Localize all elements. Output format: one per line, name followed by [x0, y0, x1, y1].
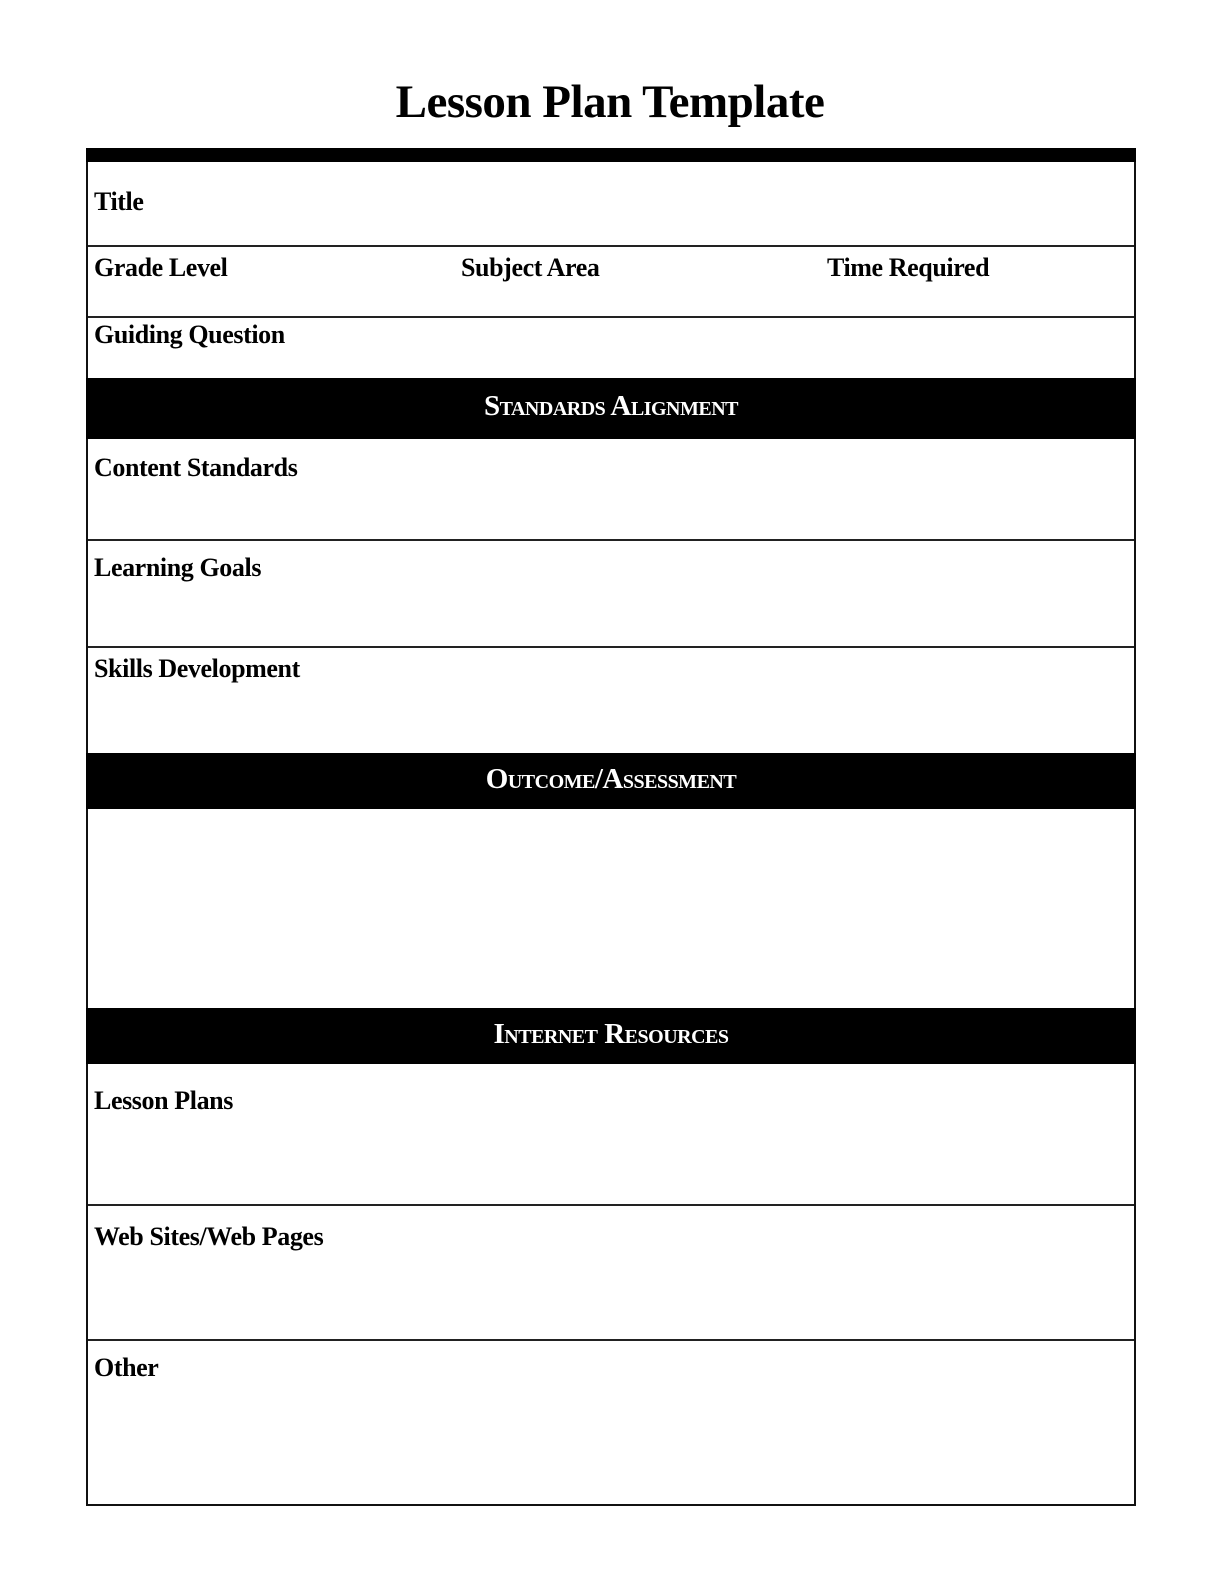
section-header-outcome-assessment: Outcome/Assessment [86, 753, 1136, 809]
web-sites-field[interactable] [88, 1206, 1134, 1341]
content-standards-field[interactable] [88, 439, 1134, 541]
content-standards-label: Content Standards [94, 453, 298, 482]
other-field[interactable] [88, 1341, 1134, 1504]
section-header-standards-alignment: Standards Alignment [86, 378, 1136, 439]
subject-area-label[interactable]: Subject Area [461, 253, 600, 282]
learning-goals-label: Learning Goals [94, 553, 262, 582]
grade-subject-time-row [88, 247, 1134, 318]
other-label: Other [94, 1353, 159, 1382]
skills-development-field[interactable] [88, 648, 1134, 753]
guiding-question-label: Guiding Question [94, 320, 285, 349]
skills-development-label: Skills Development [94, 654, 300, 683]
section-header-internet-resources: Internet Resources [86, 1008, 1136, 1064]
top-rule [86, 148, 1136, 162]
learning-goals-field[interactable] [88, 541, 1134, 648]
grade-level-label[interactable]: Grade Level [94, 253, 228, 282]
web-sites-label: Web Sites/Web Pages [94, 1222, 324, 1251]
title-label: Title [94, 187, 144, 216]
time-required-label[interactable]: Time Required [827, 253, 990, 282]
title-field[interactable] [88, 162, 1134, 247]
guiding-question-field[interactable] [88, 318, 1134, 378]
outcome-assessment-field[interactable] [88, 809, 1134, 1008]
lesson-plan-form [86, 148, 1136, 1506]
document-title: Lesson Plan Template [395, 76, 825, 128]
lesson-plans-label: Lesson Plans [94, 1086, 233, 1115]
lesson-plans-field[interactable] [88, 1064, 1134, 1206]
